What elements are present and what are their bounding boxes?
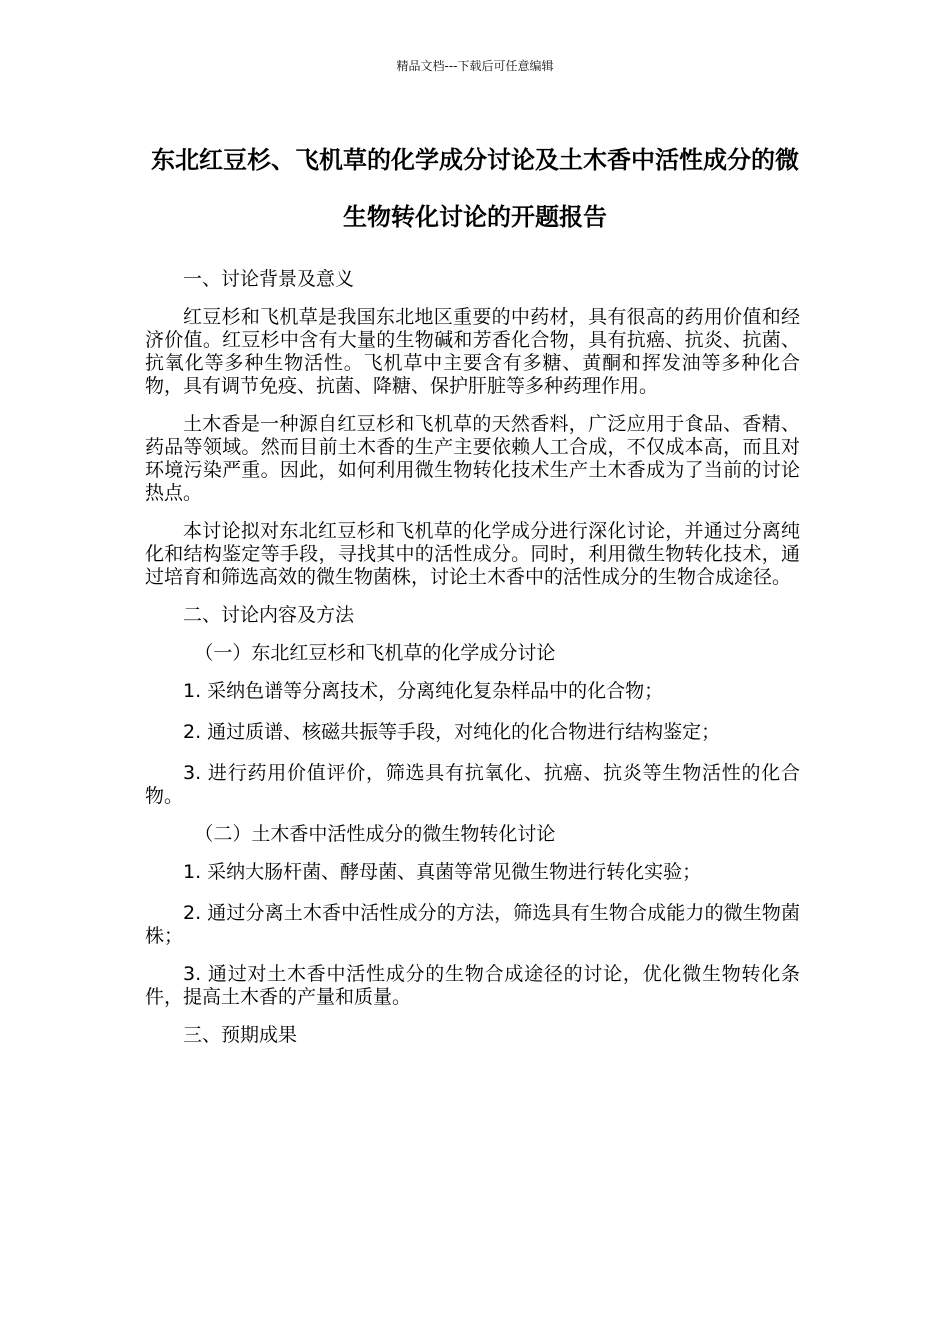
document-title: 东北红豆杉、飞机草的化学成分讨论及土木香中活性成分的微生物转化讨论的开题报告 [151,146,799,231]
section-heading-methods: 二、讨论内容及方法 [183,604,355,626]
list-item-microbial-2: 2. 通过分离土木香中活性成分的方法，筛选具有生物合成能力的微生物菌株； [145,902,800,947]
list-item-chemistry-3: 3. 进行药用价值评价，筛选具有抗氧化、抗癌、抗炎等生物活性的化合物。 [145,762,800,807]
section-heading-background: 一、讨论背景及意义 [183,268,355,290]
list-item-chemistry-2: 2. 通过质谱、核磁共振等手段，对纯化的化合物进行结构鉴定； [183,721,721,743]
subsection-heading-chemistry: （一）东北红豆杉和飞机草的化学成分讨论 [194,642,556,664]
paragraph-background-1: 红豆杉和飞机草是我国东北地区重要的中药材，具有很高的药用价值和经济价值。红豆杉中含有大量的生物碱和芳香化合物，具有抗癌、抗炎、抗菌、抗氧化等多种生物活性。飞机草中主要含有多糖、黄酮和挥发油等多种化合物，具有调节免疫、抗菌、降糖、保护肝脏等多种药理作用。 [145,306,800,397]
paragraph-background-3: 本讨论拟对东北红豆杉和飞机草的化学成分进行深化讨论，并通过分离纯化和结构鉴定等手段，寻找其中的活性成分。同时，利用微生物转化技术，通过培育和筛选高效的微生物菌株，讨论土木香中的活性成分的生物合成途径。 [145,520,800,588]
list-item-microbial-3: 3. 通过对土木香中活性成分的生物合成途径的讨论，优化微生物转化条件，提高土木香的产量和质量。 [145,963,800,1008]
list-item-microbial-1: 1. 采纳大肠杆菌、酵母菌、真菌等常见微生物进行转化实验； [183,861,702,883]
header-note: 精品文档---下载后可任意编辑 [396,59,554,73]
document-body [145,268,800,1062]
subsection-heading-microbial: （二）土木香中活性成分的微生物转化讨论 [194,823,556,845]
list-item-chemistry-1: 1. 采纳色谱等分离技术，分离纯化复杂样品中的化合物； [183,680,664,702]
section-heading-outcomes: 三、预期成果 [183,1024,298,1046]
paragraph-background-2: 土木香是一种源自红豆杉和飞机草的天然香料，广泛应用于食品、香精、药品等领域。然而目前土木香的生产主要依赖人工合成，不仅成本高，而且对环境污染严重。因此，如何利用微生物转化技术生产土木香成为了当前的讨论热点。 [145,413,800,504]
